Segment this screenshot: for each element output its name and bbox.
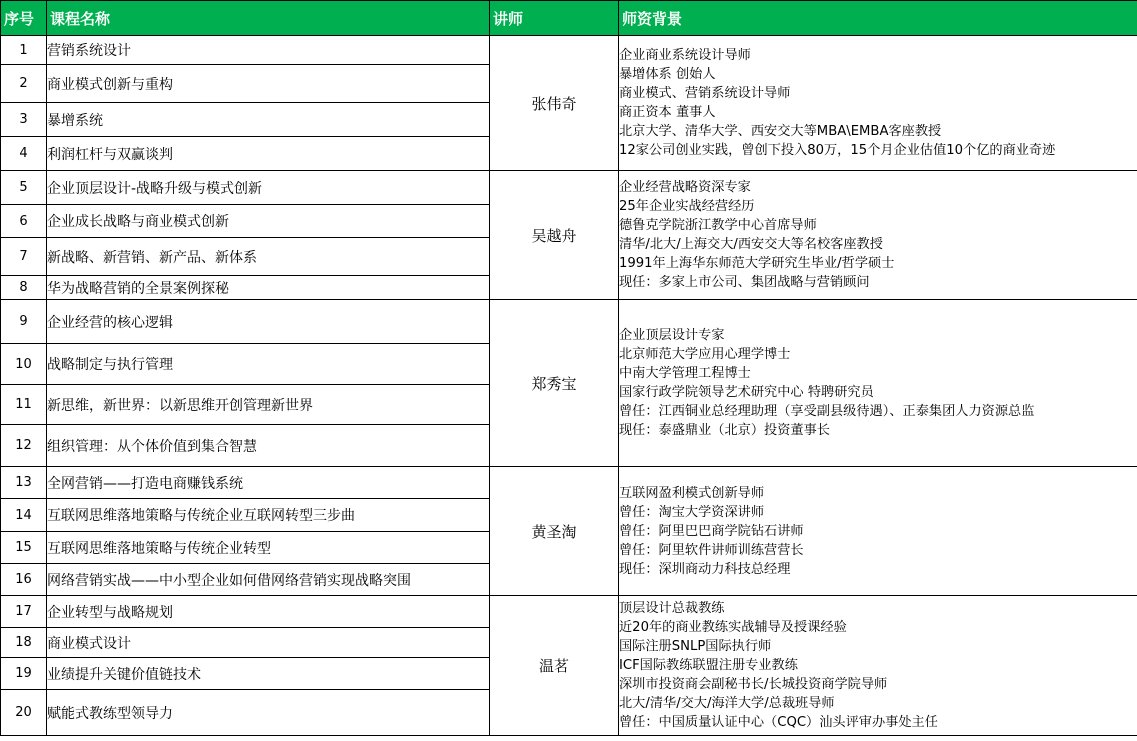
background-line: 暴增体系 创始人	[619, 67, 716, 82]
background-line: 北大/清华/交大/海洋大学/总裁班导师	[619, 696, 835, 711]
course-name: 战略制定与执行管理	[47, 344, 490, 385]
row-number: 16	[1, 564, 47, 596]
background-line: 25年企业实战经营经历	[619, 199, 755, 214]
table-row	[1, 467, 1137, 499]
course-name: 企业顶层设计-战略升级与模式创新	[47, 171, 490, 205]
background-line: 曾任：淘宝大学资深讲师	[619, 504, 765, 520]
header-course-name: 课程名称	[47, 1, 490, 36]
header-background: 师资背景	[619, 1, 1137, 36]
background-line: 北京大学、清华大学、西安交大等MBA\EMBA客座教授	[619, 124, 942, 139]
background-line: 1991年上海华东师范大学研究生毕业/哲学硕士	[619, 256, 895, 271]
header-number: 序号	[1, 1, 47, 36]
lecturer-name: 张伟奇	[490, 36, 619, 171]
row-number: 14	[1, 499, 47, 532]
background-line: 顶层设计总裁教练	[619, 601, 725, 616]
course-name: 全网营销——打造电商赚钱系统	[47, 467, 490, 499]
background-line: 国际注册SNLP国际执行师	[619, 639, 772, 654]
row-number: 8	[1, 276, 47, 300]
course-name: 企业成长战略与商业模式创新	[47, 205, 490, 238]
row-number: 1	[1, 36, 47, 65]
background-line: 企业商业系统设计导师	[619, 48, 751, 63]
course-name: 赋能式教练型领导力	[47, 690, 490, 736]
row-number: 15	[1, 532, 47, 564]
lecturer-background	[619, 171, 1137, 300]
lecturer-background	[619, 36, 1137, 171]
row-number: 18	[1, 628, 47, 658]
course-name: 互联网思维落地策略与传统企业转型	[47, 532, 490, 564]
header-row	[1, 1, 1137, 36]
row-number: 17	[1, 596, 47, 628]
background-line: 企业经营战略资深专家	[619, 180, 751, 195]
course-name: 商业模式设计	[47, 628, 490, 658]
background-line: 中南大学管理工程博士	[619, 366, 751, 381]
row-number: 4	[1, 137, 47, 171]
lecturer-name: 温茗	[490, 596, 619, 736]
row-number: 11	[1, 385, 47, 425]
row-number: 2	[1, 65, 47, 103]
course-name: 网络营销实战——中小型企业如何借网络营销实现战略突围	[47, 564, 490, 596]
background-line: 商正资本 董事人	[619, 105, 716, 120]
lecturer-name: 郑秀宝	[490, 300, 619, 467]
background-line: 德鲁克学院浙江教学中心首席导师	[619, 218, 817, 233]
background-line: 互联网盈利模式创新导师	[619, 485, 765, 501]
background-line: 曾任：中国质量认证中心（CQC）汕头评审办事处主任	[619, 715, 938, 730]
background-line: 现任：多家上市公司、集团战略与营销顾问	[619, 275, 870, 290]
background-line: 国家行政学院领导艺术研究中心 特聘研究员	[619, 385, 874, 400]
background-line: 清华/北大/上海交大/西安交大等名校客座教授	[619, 237, 883, 252]
row-number: 6	[1, 205, 47, 238]
table-row	[1, 171, 1137, 205]
row-number: 12	[1, 425, 47, 467]
background-line: 北京师范大学应用心理学博士	[619, 347, 791, 362]
course-name: 企业经营的核心逻辑	[47, 300, 490, 344]
row-number: 19	[1, 658, 47, 690]
course-name: 营销系统设计	[47, 36, 490, 65]
background-line: 近20年的商业教练实战辅导及授课经验	[619, 620, 847, 635]
row-number: 5	[1, 171, 47, 205]
table-body	[1, 36, 1137, 736]
background-line: ICF国际教练联盟注册专业教练	[619, 658, 798, 673]
lecturer-background	[619, 596, 1137, 736]
table-row	[1, 36, 1137, 65]
table-header	[1, 1, 1137, 36]
table-row	[1, 596, 1137, 628]
background-line: 曾任：江西铜业总经理助理（享受副县级待遇）、正泰集团人力资源总监	[619, 404, 1035, 419]
row-number: 10	[1, 344, 47, 385]
course-name: 组织管理：从个体价值到集合智慧	[47, 425, 490, 467]
course-name: 商业模式创新与重构	[47, 65, 490, 103]
lecturer-background	[619, 467, 1137, 596]
lecturer-name: 吴越舟	[490, 171, 619, 300]
background-line: 现任：深圳商动力科技总经理	[619, 561, 791, 577]
course-name: 利润杠杆与双赢谈判	[47, 137, 490, 171]
lecturer-name: 黄圣淘	[490, 467, 619, 596]
background-line: 12家公司创业实践，曾创下投入80万，15个月企业估值10个亿的商业奇迹	[619, 143, 1056, 158]
course-name: 新战略、新营销、新产品、新体系	[47, 238, 490, 276]
row-number: 7	[1, 238, 47, 276]
background-line: 曾任：阿里软件讲师训练营营长	[619, 542, 804, 558]
header-lecturer: 讲师	[490, 1, 619, 36]
course-name: 华为战略营销的全景案例探秘	[47, 276, 490, 300]
background-line: 企业顶层设计专家	[619, 328, 725, 343]
lecturer-background	[619, 300, 1137, 467]
row-number: 3	[1, 103, 47, 137]
course-name: 互联网思维落地策略与传统企业互联网转型三步曲	[47, 499, 490, 532]
row-number: 9	[1, 300, 47, 344]
background-line: 现任：泰盛鼎业（北京）投资董事长	[619, 423, 830, 438]
course-name: 新思维，新世界：以新思维开创管理新世界	[47, 385, 490, 425]
course-name: 企业转型与战略规划	[47, 596, 490, 628]
row-number: 13	[1, 467, 47, 499]
background-line: 曾任：阿里巴巴商学院钻石讲师	[619, 523, 804, 539]
course-name: 暴增系统	[47, 103, 490, 137]
background-line: 商业模式、营销系统设计导师	[619, 86, 791, 101]
table-row	[1, 300, 1137, 344]
row-number: 20	[1, 690, 47, 736]
course-name: 业绩提升关键价值链技术	[47, 658, 490, 690]
background-line: 深圳市投资商会副秘书长/长城投资商学院导师	[619, 677, 888, 692]
